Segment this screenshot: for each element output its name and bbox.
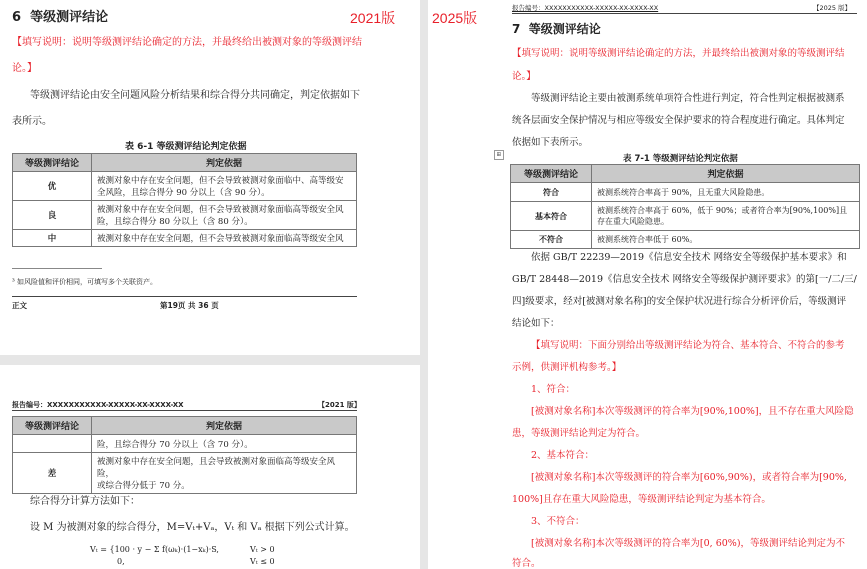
body-text-line1: 等级测评结论由安全问题风险分析结果和综合得分共同确定，判定依据如下	[30, 90, 360, 101]
version-label-2021: 2021版	[350, 10, 396, 26]
basis-line: 被测对象中存在安全问题，且会导致被测对象面临高等级安全风险，	[97, 457, 336, 479]
criteria-table-2021	[12, 153, 357, 247]
table-header-basis: 判定依据	[92, 154, 357, 172]
criteria-table-2025	[510, 164, 860, 249]
basis-cell	[92, 453, 357, 494]
formula-main: Vₜ = {100 · y − Σ f(ωₖ)·(1−xₖ)·S,	[90, 545, 219, 554]
formula-cond1: Vₜ > 0	[250, 545, 275, 554]
table-row	[13, 230, 357, 247]
criteria-table-2021-cont	[12, 416, 357, 494]
footer-left: 正文	[12, 301, 27, 310]
standard-line3: 四]级要求，经对[被测对象名称]的安全保护状况进行综合分析评价后，等级测评	[512, 296, 847, 307]
basis-line: 被测对象中存在安全问题，但不会导致被测对象面临高等级安全风	[97, 234, 344, 244]
grade-cell: 基本符合	[511, 202, 592, 231]
table-header-basis: 判定依据	[592, 165, 860, 183]
table-header-row	[13, 417, 357, 435]
calc-description: 设 M 为被测对象的综合得分，M=Vₜ+Vₐ，Vₜ 和 Vₐ 根据下列公式计算。	[30, 522, 355, 533]
basis-line: 被测对象中存在安全问题，但不会导致被测对象面临中、高等级安	[97, 176, 344, 186]
standard-line2: GB/T 28448—2019《信息安全技术 网络安全等级保护测评要求》的第[一/二/三/	[512, 274, 857, 285]
item2-line1: [被测对象名称]本次等级测评的符合率为[60%,90%)，或者符合率为[90%,	[531, 472, 847, 483]
table-row	[511, 202, 860, 231]
item3-title: 3、不符合：	[531, 516, 585, 527]
item1-title: 1、符合：	[531, 384, 576, 395]
header-rule	[512, 13, 857, 14]
table-row	[13, 435, 357, 453]
basis-cell: 险，且综合得分 70 分以上（含 70 分）。	[92, 435, 357, 453]
basis-line: 险，且综合得分 80 分以上（含 80 分）。	[97, 217, 253, 227]
section-heading	[12, 6, 108, 25]
body-text-line2: 表所示。	[12, 116, 52, 127]
basis-line: 被测系统符合率高于 60%，低于 90%；或者符合率为[90%,100%]且	[597, 206, 848, 215]
item3-line1: [被测对象名称]本次等级测评的符合率为[0, 60%)，等级测评结论判定为不	[531, 538, 846, 549]
table-row	[13, 453, 357, 494]
heading-title: 等级测评结论	[528, 22, 601, 36]
basis-line: 全风险，且综合得分 90 分以上（含 90 分）。	[97, 188, 270, 198]
page-2025	[428, 0, 867, 569]
page-2021-top	[0, 0, 420, 355]
footnote: ³ 如风险值和评价相同，可填写多个关联资产。	[12, 278, 158, 286]
basis-line: 或综合得分低于 70 分。	[97, 481, 190, 491]
version-tag: 【2021 版】	[318, 401, 361, 409]
basis-cell	[92, 230, 357, 247]
formula-zero: 0,	[117, 557, 125, 566]
body-text-line3: 依据如下表所示。	[512, 137, 589, 148]
basis-line: 存在重大风险隐患。	[597, 217, 669, 226]
header-rule	[12, 410, 357, 411]
table-row	[511, 183, 860, 202]
report-number: 报告编号：XXXXXXXXXXX-XXXXX-XX-XXXX-XX	[12, 401, 184, 409]
version-label-2025: 2025版	[432, 10, 478, 26]
calc-intro: 综合得分计算方法如下：	[30, 496, 140, 507]
body-text-line1: 等级测评结论主要由被测系统单项符合性进行判定，符合性判定根据被测系	[531, 93, 845, 104]
heading-title: 等级测评结论	[30, 10, 109, 25]
table-header-grade: 等级测评结论	[511, 165, 592, 183]
grade-cell: 中	[13, 230, 92, 247]
page-2021-next	[0, 365, 420, 569]
basis-cell: 被测系统符合率高于 90%，且无重大风险隐患。	[592, 183, 860, 202]
section-heading	[512, 20, 601, 37]
table-header-grade: 等级测评结论	[13, 417, 92, 435]
table-move-handle-icon[interactable]: ⊞	[494, 150, 504, 160]
table-row	[511, 231, 860, 249]
grade-cell: 不符合	[511, 231, 592, 249]
grade-cell: 差	[13, 453, 92, 494]
grade-cell: 优	[13, 172, 92, 201]
table-header-grade: 等级测评结论	[13, 154, 92, 172]
instruction-note2-line1: 【填写说明：下面分别给出等级测评结论为符合、基本符合、不符合的参考	[531, 340, 845, 351]
table-header-basis: 判定依据	[92, 417, 357, 435]
instruction-note-line1: 【填写说明：说明等级测评结论确定的方法，并最终给出被测对象的等级测评结	[12, 37, 362, 48]
version-tag: 【2025 版】	[813, 4, 852, 12]
table-caption: 表 6-1 等级测评结论判定依据	[125, 142, 247, 152]
table-header-row	[13, 154, 357, 172]
basis-cell	[92, 201, 357, 230]
item1-line2: 患，等级测评结论判定为符合。	[512, 428, 646, 439]
report-number: 报告编号：XXXXXXXXXXX-XXXXX-XX-XXXX-XX	[512, 4, 659, 12]
instruction-note-line2: 论。】	[512, 71, 536, 82]
grade-cell	[13, 435, 92, 453]
item2-line2: 100%]且存在重大风险隐患，等级测评结论判定为基本符合。	[512, 494, 771, 505]
instruction-note-line1: 【填写说明：说明等级测评结论确定的方法，并最终给出被测对象的等级测评结	[512, 48, 845, 59]
grade-cell: 良	[13, 201, 92, 230]
table-header-row	[511, 165, 860, 183]
standard-line4: 结论如下：	[512, 318, 560, 329]
item2-title: 2、基本符合：	[531, 450, 595, 461]
footnote-divider	[12, 268, 102, 269]
heading-number: 7	[512, 22, 521, 36]
basis-cell	[592, 202, 860, 231]
heading-number: 6	[12, 10, 22, 25]
page-number: 第19页 共 36 页	[160, 301, 219, 310]
item3-line2: 符合。	[512, 558, 541, 569]
footer-rule	[12, 296, 357, 297]
instruction-note-line2: 论。】	[12, 63, 37, 74]
table-caption: 表 7-1 等级测评结论判定依据	[623, 154, 738, 164]
table-row	[13, 201, 357, 230]
basis-cell	[92, 172, 357, 201]
instruction-note2-line2: 示例，供测评机构参考。】	[512, 362, 622, 373]
table-row	[13, 172, 357, 201]
item1-line1: [被测对象名称]本次等级测评的符合率为[90%,100%]，且不存在重大风险隐	[531, 406, 854, 417]
grade-cell: 符合	[511, 183, 592, 202]
basis-line: 被测对象中存在安全问题，但不会导致被测对象面临高等级安全风	[97, 205, 344, 215]
basis-cell: 被测系统符合率低于 60%。	[592, 231, 860, 249]
body-text-line2: 统各层面安全保护情况与相应等级安全保护要求的符合程度进行确定。具体判定	[512, 115, 845, 126]
formula-cond2: Vₜ ≤ 0	[250, 557, 275, 566]
standard-line1: 依据 GB/T 22239—2019《信息安全技术 网络安全等级保护基本要求》和	[531, 252, 847, 263]
